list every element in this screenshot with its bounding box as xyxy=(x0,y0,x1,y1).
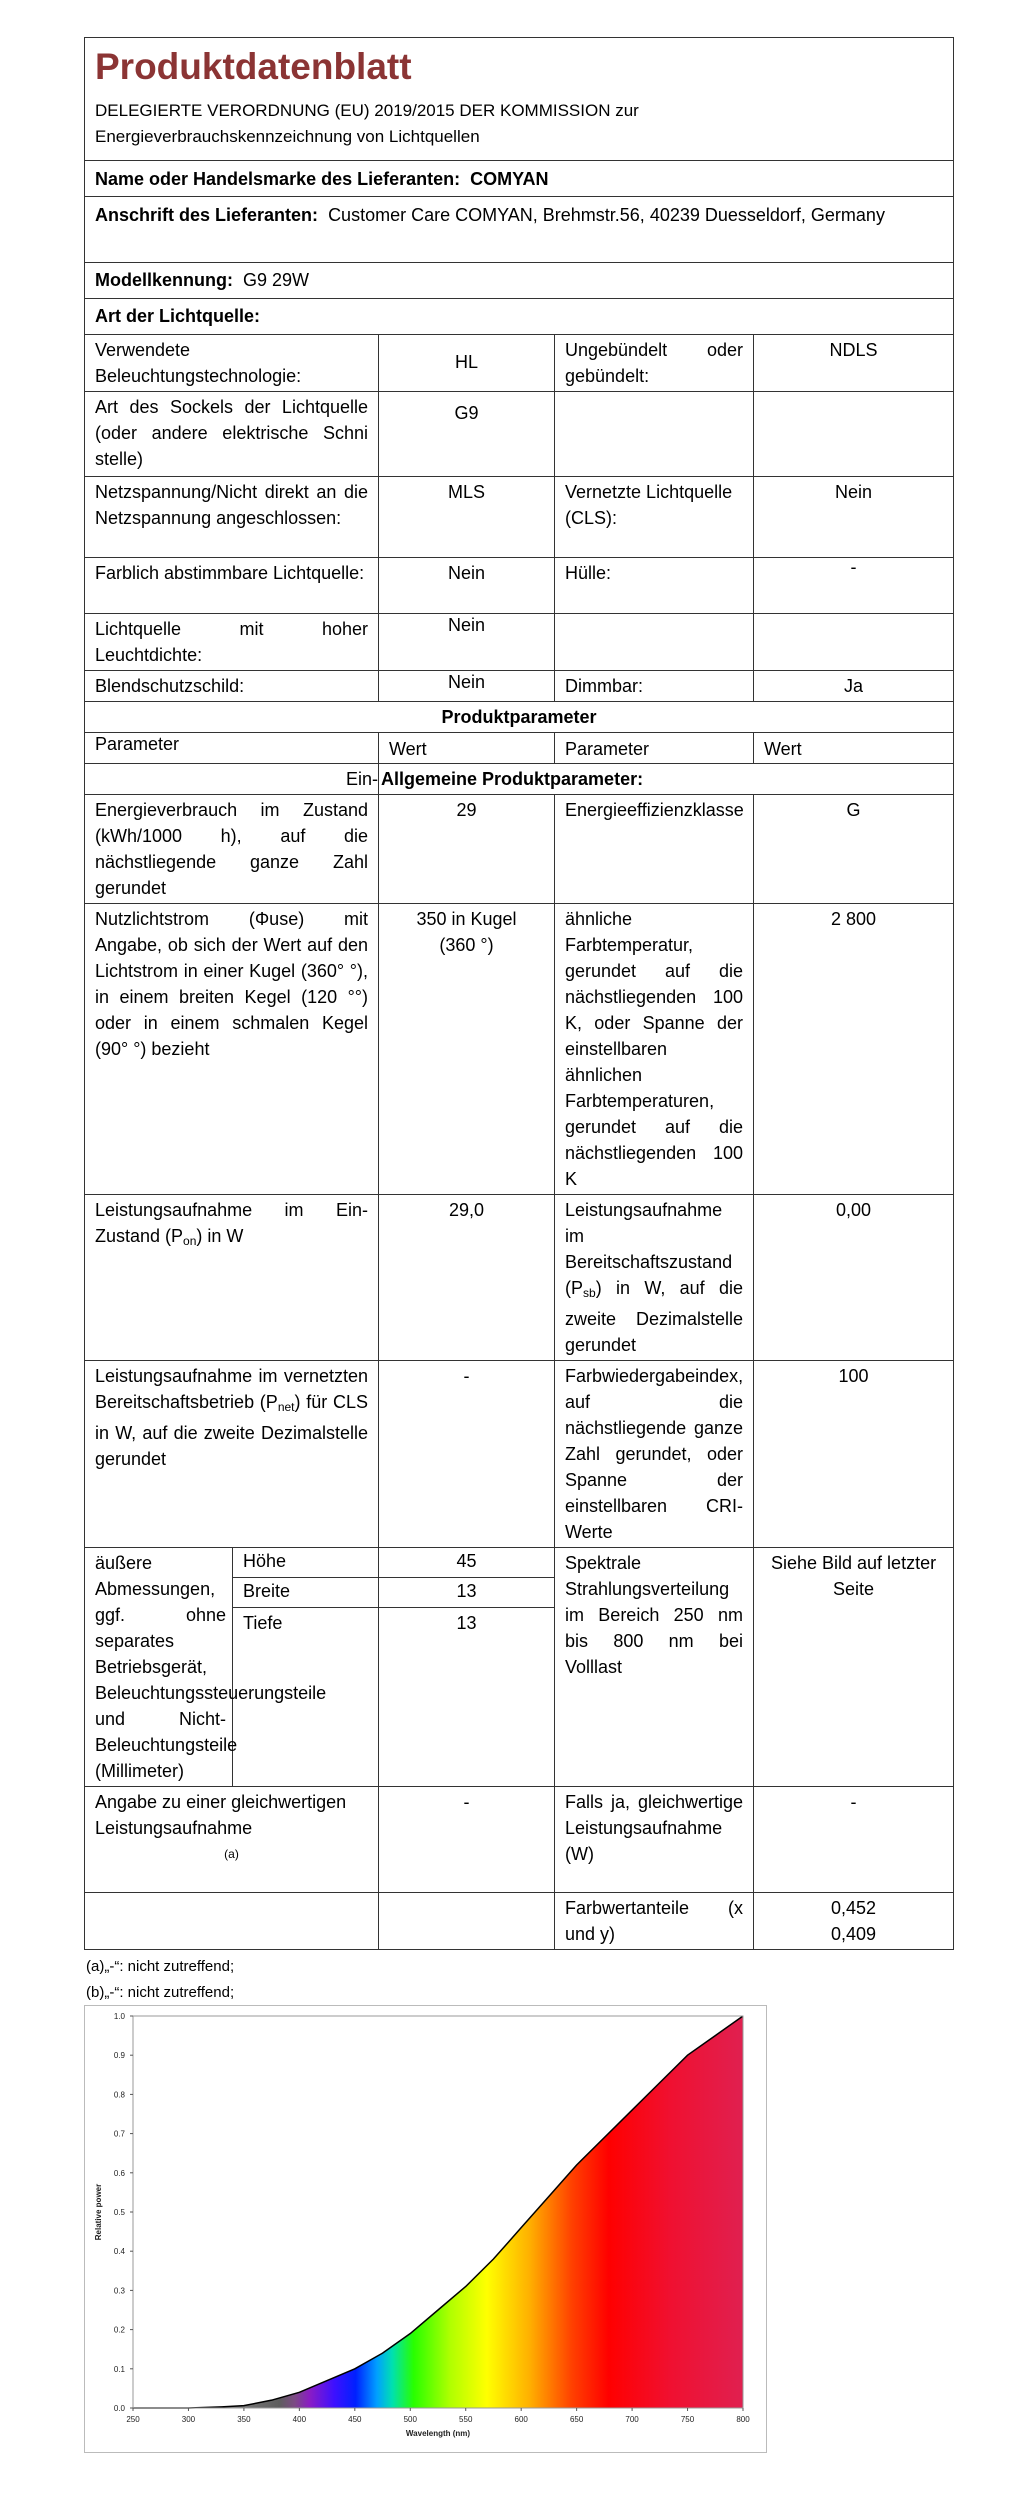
chromaticity-value xyxy=(754,1893,954,1950)
supplier-address-value: Customer Care COMYAN, Brehmstr.56, 40239 Duesseldorf, Germany xyxy=(328,205,885,225)
footnote-b: (b)„-“: nicht zutreffend; xyxy=(86,1984,235,2001)
x-tick-label: 650 xyxy=(569,2415,584,2424)
mains-row xyxy=(85,477,954,558)
pon-label-sub: on xyxy=(183,1234,197,1248)
general-params-prefix: Ein- xyxy=(85,764,379,795)
product-params-title-row xyxy=(85,702,954,733)
y-tick-label: 0.5 xyxy=(113,2208,125,2217)
colour-tunable-label: Farblich abstimmbare Lichtquelle: xyxy=(85,558,379,614)
supplier-name-cell xyxy=(85,161,954,197)
spectrum-chart-frame xyxy=(84,2005,767,2453)
regulation-line-1: DELEGIERTE VERORDNUNG (EU) 2019/2015 DER KOMMISSION zur xyxy=(95,101,639,120)
equiv-footnote-marker: (a) xyxy=(224,1847,239,1861)
pnet-label xyxy=(85,1361,379,1548)
anti-glare-value: Nein xyxy=(379,671,555,702)
header-row xyxy=(85,38,954,161)
column-header-value-2: Wert xyxy=(754,733,954,764)
technology-value: HL xyxy=(379,335,555,392)
chromaticity-label: Farbwertanteile (x und y) xyxy=(555,1893,754,1950)
model-label: Modellkennung: xyxy=(95,270,233,290)
datasheet-table xyxy=(84,37,954,1950)
cri-value: 100 xyxy=(754,1361,954,1548)
pnet-value: - xyxy=(379,1361,555,1548)
x-tick-label: 450 xyxy=(348,2415,362,2424)
equiv-label-cell xyxy=(85,1787,379,1893)
efficiency-label: Energieeffizienzklasse xyxy=(555,795,754,904)
pon-label-tail: ) in W xyxy=(196,1226,244,1246)
light-source-section-row xyxy=(85,299,954,335)
product-datasheet xyxy=(84,37,953,2006)
efficiency-value: G xyxy=(754,795,954,904)
cap-value: G9 xyxy=(379,392,555,477)
pon-row xyxy=(85,1195,954,1361)
connected-label: Vernetzte Lichtquelle (CLS): xyxy=(555,477,754,558)
column-header-parameter-1: Parameter xyxy=(85,733,379,764)
pon-label-main: Leistungsaufnahme im Ein-Zustand (P xyxy=(95,1200,368,1246)
x-tick-label: 600 xyxy=(514,2415,528,2424)
y-tick-label: 0.7 xyxy=(113,2129,125,2139)
psb-label-tail: ) in W, auf die zweite Dezimalstelle gerundet xyxy=(565,1278,743,1355)
column-header-parameter-2: Parameter xyxy=(555,733,754,764)
width-label: Breite xyxy=(233,1577,379,1607)
energy-label: Energieverbrauch im Zustand (kWh/1000 h), auf die nächstliegende ganze Zahl gerundet xyxy=(85,795,379,904)
cct-value: 2 800 xyxy=(754,904,954,1195)
high-luminance-empty-1 xyxy=(555,614,754,671)
cct-label: ähnliche Farbtemperatur, gerundet auf die nächstliegenden 100 K, oder Spanne der einstellbaren ähnlichen Farbtemperaturen, gerundet auf die nächstliegenden 100 K xyxy=(555,904,754,1195)
envelope-value: - xyxy=(754,558,954,614)
footnote-a: (a)„-“: nicht zutreffend; xyxy=(86,1958,235,1975)
chromaticity-empty-1 xyxy=(85,1893,379,1950)
cap-empty-1 xyxy=(555,392,754,477)
x-tick-label: 400 xyxy=(292,2415,307,2424)
high-luminance-value: Nein xyxy=(379,614,555,671)
supplier-address-row xyxy=(85,197,954,263)
equiv-label: Angabe zu einer gleichwertigen Leistungsaufnahme xyxy=(95,1792,347,1838)
mains-label: Netzspannung/Nicht direkt an die Netzspannung angeschlossen: xyxy=(85,477,379,558)
cap-empty-2 xyxy=(754,392,954,477)
spectrum-chart xyxy=(85,2006,766,2452)
flux-row xyxy=(85,904,954,1195)
x-axis-label: Wavelength (nm) xyxy=(405,2429,471,2438)
pnet-row xyxy=(85,1361,954,1548)
x-tick-label: 250 xyxy=(126,2415,140,2424)
anti-glare-row xyxy=(85,671,954,702)
y-tick-label: 0.6 xyxy=(113,2168,125,2178)
supplier-name-label: Name oder Handelsmarke des Lieferanten: xyxy=(95,169,461,189)
depth-label: Tiefe xyxy=(233,1607,379,1786)
y-tick-label: 0.1 xyxy=(113,2364,125,2374)
supplier-address-label: Anschrift des Lieferanten: xyxy=(95,205,319,225)
general-params-title: Allgemeine Produktparameter: xyxy=(379,764,954,795)
dims-row-height xyxy=(85,1548,954,1578)
y-tick-label: 1.0 xyxy=(113,2012,125,2021)
spd-value: Siehe Bild auf letzter Seite xyxy=(754,1548,954,1787)
cap-label: Art des Sockels der Lichtquelle (oder andere elektrische Schni stelle) xyxy=(85,392,379,477)
mains-value: MLS xyxy=(379,477,555,558)
flux-value xyxy=(379,904,555,1195)
psb-label-sub: sb xyxy=(583,1286,596,1300)
y-tick-label: 0.2 xyxy=(113,2325,125,2335)
product-params-title: Produktparameter xyxy=(85,702,954,733)
column-header-row xyxy=(85,733,954,764)
psb-label xyxy=(555,1195,754,1361)
pnet-label-head: Leistungsaufnahme im vernetzten Bereitschaftsbetrieb (P xyxy=(95,1366,368,1412)
chromaticity-empty-2 xyxy=(379,1893,555,1950)
regulation-line-2: Energieverbrauchskennzeichnung von Lichtquellen xyxy=(95,127,480,146)
equiv-row xyxy=(85,1787,954,1893)
energy-value: 29 xyxy=(379,795,555,904)
x-tick-label: 550 xyxy=(459,2415,473,2424)
cap-row xyxy=(85,392,954,477)
directional-label: Ungebündelt oder gebündelt: xyxy=(555,335,754,392)
x-tick-label: 500 xyxy=(403,2415,417,2424)
depth-value: 13 xyxy=(379,1607,555,1786)
flux-value-line-1: 350 in Kugel xyxy=(416,909,517,929)
flux-label: Nutzlichtstrom (Φuse) mit Angabe, ob sich der Wert auf den Lichtstrom in einer Kugel (360° °), in einem breiten Kegel (120 °°) oder in einem schmalen Kegel (90° °) bezieht xyxy=(85,904,379,1195)
y-axis-label: Relative power xyxy=(94,2183,103,2241)
y-tick-label: 0.4 xyxy=(113,2247,125,2257)
y-tick-label: 0.3 xyxy=(113,2286,125,2296)
width-value: 13 xyxy=(379,1577,555,1607)
directional-value: NDLS xyxy=(754,335,954,392)
y-tick-label: 0.9 xyxy=(113,2051,125,2061)
psb-label-head: Leistungsaufnahme im Bereitschaftszustand (P xyxy=(565,1200,733,1298)
y-tick-label: 0.0 xyxy=(113,2404,125,2413)
colour-tunable-row xyxy=(85,558,954,614)
chromaticity-x: 0,452 xyxy=(831,1898,877,1918)
x-tick-label: 700 xyxy=(625,2415,639,2424)
x-tick-label: 350 xyxy=(237,2415,251,2424)
dims-label: äußere Abmessungen, ggf. ohne separates Betriebsgerät, Beleuchtungssteuerungsteile und Nicht-Beleuchtungsteile (Millimeter) xyxy=(85,1548,233,1787)
pnet-label-sub: net xyxy=(277,1400,295,1414)
equiv-value: - xyxy=(379,1787,555,1893)
y-tick-label: 0.8 xyxy=(113,2090,125,2100)
high-luminance-label: Lichtquelle mit hoher Leuchtdichte: xyxy=(85,614,379,671)
high-luminance-row xyxy=(85,614,954,671)
flux-value-line-2: (360 °) xyxy=(439,935,494,955)
psb-value: 0,00 xyxy=(754,1195,954,1361)
equiv-power-value: - xyxy=(754,1787,954,1893)
envelope-label: Hülle: xyxy=(555,558,754,614)
height-value: 45 xyxy=(379,1548,555,1578)
equiv-power-label: Falls ja, gleichwertige Leistungsaufnahme (W) xyxy=(555,1787,754,1893)
page-title: Produktdatenblatt xyxy=(95,46,412,87)
model-cell xyxy=(85,263,954,299)
pon-value: 29,0 xyxy=(379,1195,555,1361)
cri-label: Farbwiedergabeindex, auf die nächstliegende ganze Zahl gerundet, oder Spanne der einstellbaren CRI-Werte xyxy=(555,1361,754,1548)
header-cell xyxy=(85,38,954,161)
supplier-name-row xyxy=(85,161,954,197)
chromaticity-row xyxy=(85,1893,954,1950)
spd-label: Spektrale Strahlungsverteilung im Bereich 250 nm bis 800 nm bei Volllast xyxy=(555,1548,754,1787)
technology-row xyxy=(85,335,954,392)
pnet-label-tail: ) für CLS in W, auf die zweite Dezimalstelle gerundet xyxy=(95,1392,368,1469)
dimmable-value: Ja xyxy=(754,671,954,702)
x-tick-label: 800 xyxy=(736,2415,750,2424)
chromaticity-y: 0,409 xyxy=(831,1924,877,1944)
anti-glare-label: Blendschutzschild: xyxy=(85,671,379,702)
model-row xyxy=(85,263,954,299)
regulation-text xyxy=(95,98,943,150)
pon-label xyxy=(85,1195,379,1361)
model-value: G9 29W xyxy=(243,270,310,290)
supplier-address-cell xyxy=(85,197,954,263)
dimmable-label: Dimmbar: xyxy=(555,671,754,702)
technology-label: Verwendete Beleuchtungstechnologie: xyxy=(85,335,379,392)
supplier-name-value: COMYAN xyxy=(470,169,549,189)
energy-row xyxy=(85,795,954,904)
x-tick-label: 750 xyxy=(680,2415,695,2424)
height-label: Höhe xyxy=(233,1548,379,1578)
connected-value: Nein xyxy=(754,477,954,558)
column-header-value-1: Wert xyxy=(379,733,555,764)
high-luminance-empty-2 xyxy=(754,614,954,671)
colour-tunable-value: Nein xyxy=(379,558,555,614)
general-params-row xyxy=(85,764,954,795)
plot-area xyxy=(94,2012,750,2438)
x-tick-label: 300 xyxy=(181,2415,196,2424)
light-source-section-label: Art der Lichtquelle: xyxy=(85,299,954,335)
